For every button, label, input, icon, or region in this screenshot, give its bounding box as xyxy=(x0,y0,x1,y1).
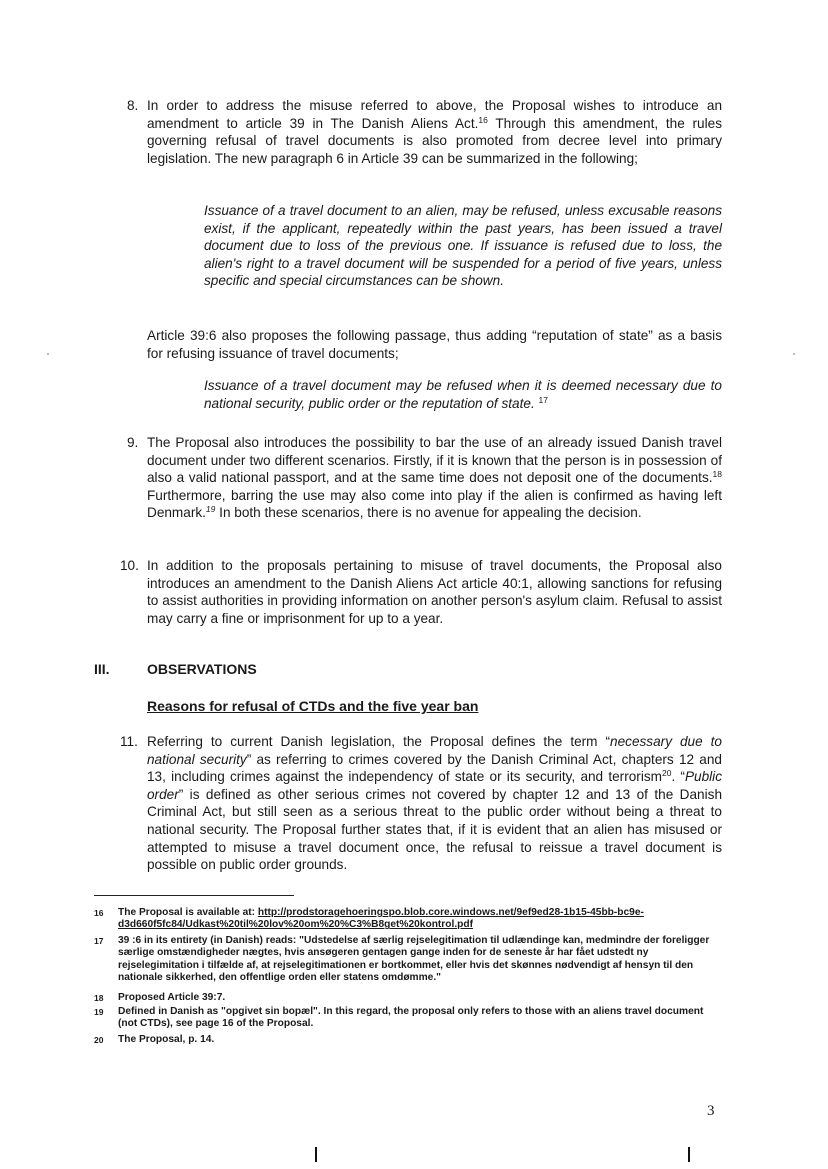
subheading: Reasons for refusal of CTDs and the five year ban xyxy=(147,698,479,714)
paragraph-8: In order to address the misuse referred to above, the Proposal wishes to introduce an amendment to article 39 in The Danish Aliens Act.$^{16}$ Through this amendment, the rules governing refusal of travel documents is also promoted from decree level into primary legislation. The new paragraph 6 in Article 39 can be summarized in the following; xyxy=(147,98,722,166)
paragraph-number: 9. xyxy=(127,435,139,450)
footnote-ref[interactable]: 18 xyxy=(712,469,722,480)
footnote-ref[interactable]: 20 xyxy=(661,768,672,779)
paragraph-8-continued: Article 39:6 also proposes the following passage, thus adding “reputation of state” as a basis for refusing issuance of travel documents; xyxy=(147,328,722,361)
section-title: OBSERVATIONS xyxy=(147,661,257,677)
footnote-link[interactable]: http://prodstoragehoeringspo.blob.core.windows.net/9ef9ed28-1b15-45bb-bc9e-d3d660f5fc84/Udkast%20til%20lov%20om%20%C3%B8get%20kontrol.pdf xyxy=(118,907,644,931)
footnote-number: 19 xyxy=(94,1007,104,1017)
footnote-number: 17 xyxy=(94,936,104,946)
document-page: 8. In order to address the misuse referred to above, the Proposal wishes to introduce an amendment to article 39 in The Danish Aliens Act.$^{16}$ Through this amendment, the rules governing refusal of travel documents is also promoted from decree level into primary legislation. The new paragraph 6 in Article 39 can be summarized in the following; Issuance of a travel document to an alien, may be refused, unless excusable reasons exist, if the applicant, repeatedly within the past years, has been issued a travel document due to loss of the previous one. If issuance is refused due to loss, the alien's right to a travel document will be suspended for a period of five years, unless specific and special circumstances can be shown. Article 39:6 also proposes the following passage, thus adding “reputation of state” as a basis for refusing issuance of travel documents; Issuance of a travel document may be refused when it is deemed necessary due to national security, public order or the reputation of state. $^{17}$ 9. The Proposal also introduces the possibility to bar the use of an already issued Danish travel document under two different scenarios. Firstly, if it is known that the person is in possession of also a valid national passport, and at the same time does not deposit one of the documents.$^{18}$ Furthermore, barring the use may also come into play if the alien is confirmed as having left Denmark.$^{19}$ In both these scenarios, there is no avenue for appealing the decision. 10. In addition to the proposals pertaining to misuse of travel documents, the Proposal also introduces an amendment to the Danish Aliens Act article 40:1, allowing sanctions for refusing to assist authorities in providing information on another person's asylum claim. Refusal to assist may carry a fine or imprisonment for up to a year. III. OBSERVATIONS Reasons for refusal of CTDs and the five year ban 11. Referring to current Danish legislation, the Proposal defines the term “necessary due to national security” as referring to crimes covered by the Danish Criminal Act, chapters 12 and 13, including crimes against the independency of state or its security, and terrorism$^{20}$. “Public order” is defined as other serious crimes not covered by chapter 12 and 13 of the Danish Criminal Act, but still seen as a serious threat to the public order without being a threat to national security. The Proposal further states that, if it is evident that an alien has misused or attempted to misuse a travel document once, the refusal to reissue a travel document is possible on public order grounds. 16 The Proposal is available at: http://prodstoragehoeringspo.blob.core.windows.net/9ef9ed28-1b15-45bb-bc9e-d3d660f5fc84/Udkast%20til%20lov%20om%20%C3%B8get%20kontrol.pdf 17 39 :6 in its entirety (in Danish) reads: "Udstedelse af særlig rejselegitimation til udlændinge kan, medmindre der foreligger særlige omstændigheder nægtes, hvis ansøgeren gentagen gange inden for de seneste år har fået udstedt ny rejselegimitation i tilfælde af, at rejselegitimationen er bortkommet, eller hvis det skønnes nødvendigt af hensyn til den nationale sikkerhed, den offentlige orden eller statens omdømme." 18 Proposed Article 39:7. 19 Defined in Danish as "opgivet sin bopæl". In this regard, the proposal only refers to those with an aliens travel document (not CTDs), see page 16 of the Proposal. 20 The Proposal, p. 14. 3 xyxy=(0,0,828,1169)
paragraph-number: 11. xyxy=(120,734,138,749)
paragraph-9: The Proposal also introduces the possibility to bar the use of an already issued Danish travel document under two different scenarios. Firstly, if it is known that the person is in possession of also a valid national passport, and at the same time does not deposit one of the documents.$^{18}$ Furthermore, barring the use may also come into play if the alien is confirmed as having left Denmark.$^{19}$ In both these scenarios, there is no avenue for appealing the decision. xyxy=(147,435,722,521)
scan-mark xyxy=(315,1147,317,1162)
footnote-ref[interactable]: 16 xyxy=(478,114,488,125)
paragraph-11: Referring to current Danish legislation, the Proposal defines the term “necessary due to national security” as referring to crimes covered by the Danish Criminal Act, chapters 12 and 13, including crimes against the independency of state or its security, and terrorism$^{20}$. “Public order” is defined as other serious crimes not covered by chapter 12 and 13 of the Danish Criminal Act, but still seen as a serious threat to the public order without being a threat to national security. The Proposal further states that, if it is evident that an alien has misused or attempted to misuse a travel document once, the refusal to reissue a travel document is possible on public order grounds. xyxy=(147,734,722,873)
scan-mark xyxy=(688,1147,690,1162)
footnote-number: 16 xyxy=(94,908,104,918)
footnote-number: 18 xyxy=(94,993,104,1003)
paragraph-number: 8. xyxy=(127,98,139,113)
block-quote: Issuance of a travel document may be refused when it is deemed necessary due to national security, public order or the reputation of state. $^{17}$ xyxy=(204,378,722,411)
paragraph-10: In addition to the proposals pertaining to misuse of travel documents, the Proposal also introduces an amendment to the Danish Aliens Act article 40:1, allowing sanctions for refusing to assist authorities in providing information on another person's asylum claim. Refusal to assist may carry a fine or imprisonment for up to a year. xyxy=(147,558,722,626)
footnote-ref[interactable]: 19 xyxy=(205,504,216,515)
block-quote: Issuance of a travel document to an alien, may be refused, unless excusable reasons exist, if the applicant, repeatedly within the past years, has been issued a travel document due to loss of the previous one. If issuance is refused due to loss, the alien's right to a travel document will be suspended for a period of five years, unless specific and special circumstances can be shown. xyxy=(204,203,722,289)
footnote-number: 20 xyxy=(94,1035,104,1045)
footnote-ref[interactable]: 17 xyxy=(538,394,548,405)
page-number: 3 xyxy=(707,1103,715,1119)
footnote-separator xyxy=(94,895,294,896)
paragraph-number: 10. xyxy=(120,558,139,573)
scan-speck xyxy=(793,353,795,355)
scan-speck xyxy=(47,353,49,355)
section-number: III. xyxy=(94,661,110,677)
